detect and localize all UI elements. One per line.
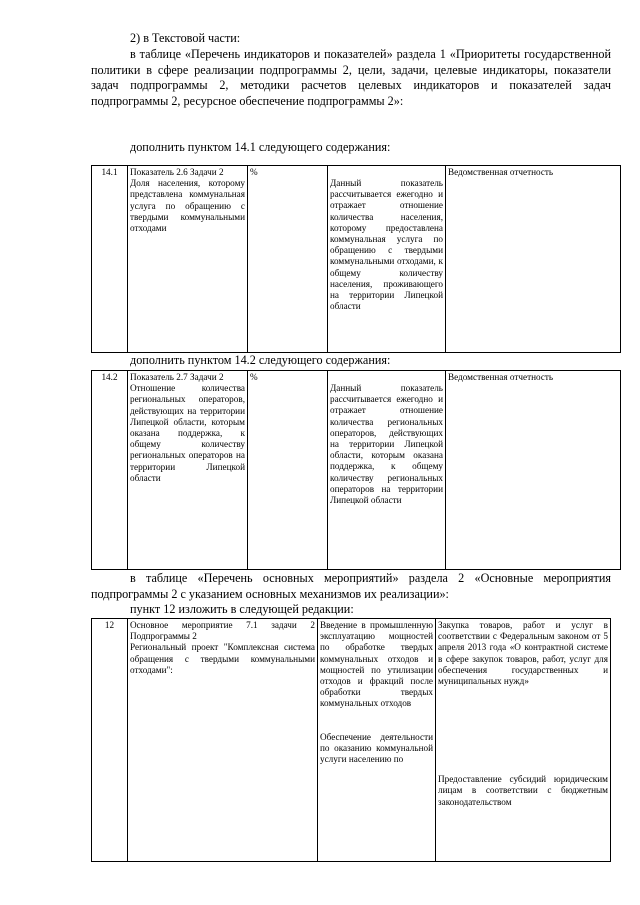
method-text: Данный показатель рассчитывается ежегодно и отражает отношение количества региональных операторов, действующих на территории Липецкой области, которым оказана поддержка, к общему количеству региональных операторов на территории Липецкой области (330, 383, 443, 506)
measure-name (128, 619, 318, 862)
measure-implementation-cell (436, 619, 611, 862)
table-row (92, 619, 611, 862)
indicator-table-14-2 (91, 370, 621, 570)
method-cell (328, 166, 446, 353)
measure-mechanism-cell (318, 619, 436, 862)
paragraph-table-indicators: в таблице «Перечень индикаторов и показателей» раздела 1 «Приоритеты государственной политики в сфере реализации подпрограммы 2, цели, задачи, целевые индикаторы, показатели задач подпрограммы 2, методики расчетов целевых индикаторов и показателей задач подпрограммы 2, ресурсное обеспечение подпрограммы 2»: (91, 47, 611, 108)
source-cell: Ведомственная отчетность (446, 371, 621, 570)
unit-cell: % (248, 166, 328, 353)
implementation-2: Предоставление субсидий юридическим лицам в соответствии с бюджетным законодательством (438, 774, 608, 807)
section-heading: 2) в Текстовой части: (130, 31, 241, 45)
method-text: Данный показатель рассчитывается ежегодно и отражает отношение количества населения, которому предоставлена коммунальная услуга по обращению с твердыми коммунальными отходами, к общему количеству населения, проживающего на территории Липецкой области (330, 178, 443, 312)
paragraph-table-measures: в таблице «Перечень основных мероприятий» раздела 2 «Основные мероприятия подпрограммы 2 с указанием основных механизмов их реализации»: (91, 571, 611, 601)
measure-title: Основное мероприятие 7.1 задачи 2 Подпрограммы 2 (130, 620, 315, 642)
indicator-description: Доля населения, которому представлена коммунальная услуга по обращению с твердыми коммунальными отходами (130, 178, 245, 234)
indicator-description: Отношение количества региональных операторов, действующих на территории Липецкой области, которым оказана поддержка, к общему количеству региональных операторов на территории Липецкой области (130, 383, 245, 483)
paragraph-add-14-2: дополнить пунктом 14.2 следующего содержания: (130, 353, 391, 367)
unit-cell: % (248, 371, 328, 570)
measures-table-12 (91, 618, 611, 862)
indicator-name (128, 371, 248, 570)
implementation-1: Закупка товаров, работ и услуг в соответствии с Федеральным законом от 5 апреля 2013 года «О контрактной системе в сфере закупок товаров, работ, услуг для обеспечения государственных и муниципальных нужд» (438, 620, 608, 687)
indicator-title: Показатель 2.7 Задачи 2 (130, 372, 224, 382)
row-number: 14.2 (92, 371, 128, 570)
mechanism-2: Обеспечение деятельности по оказанию коммунальной услуги населению по (320, 731, 433, 765)
row-number: 12 (92, 619, 128, 862)
paragraph-item-12: пункт 12 изложить в следующей редакции: (130, 602, 354, 616)
indicator-name (128, 166, 248, 353)
method-cell (328, 371, 446, 570)
source-cell: Ведомственная отчетность (446, 166, 621, 353)
table-row (92, 371, 621, 570)
mechanism-1: Введение в промышленную эксплуатацию мощностей по обработке твердых коммунальных отходов и мощностей по утилизации отходов и фракций после обработки твердых коммунальных отходов (320, 620, 433, 709)
table-row (92, 166, 621, 353)
indicator-table-14-1 (91, 165, 621, 353)
indicator-title: Показатель 2.6 Задачи 2 (130, 167, 224, 177)
paragraph-add-14-1: дополнить пунктом 14.1 следующего содержания: (130, 140, 391, 154)
regional-project: Региональный проект "Комплексная система обращения с твердыми коммунальными отходами": (130, 642, 315, 675)
row-number: 14.1 (92, 166, 128, 353)
